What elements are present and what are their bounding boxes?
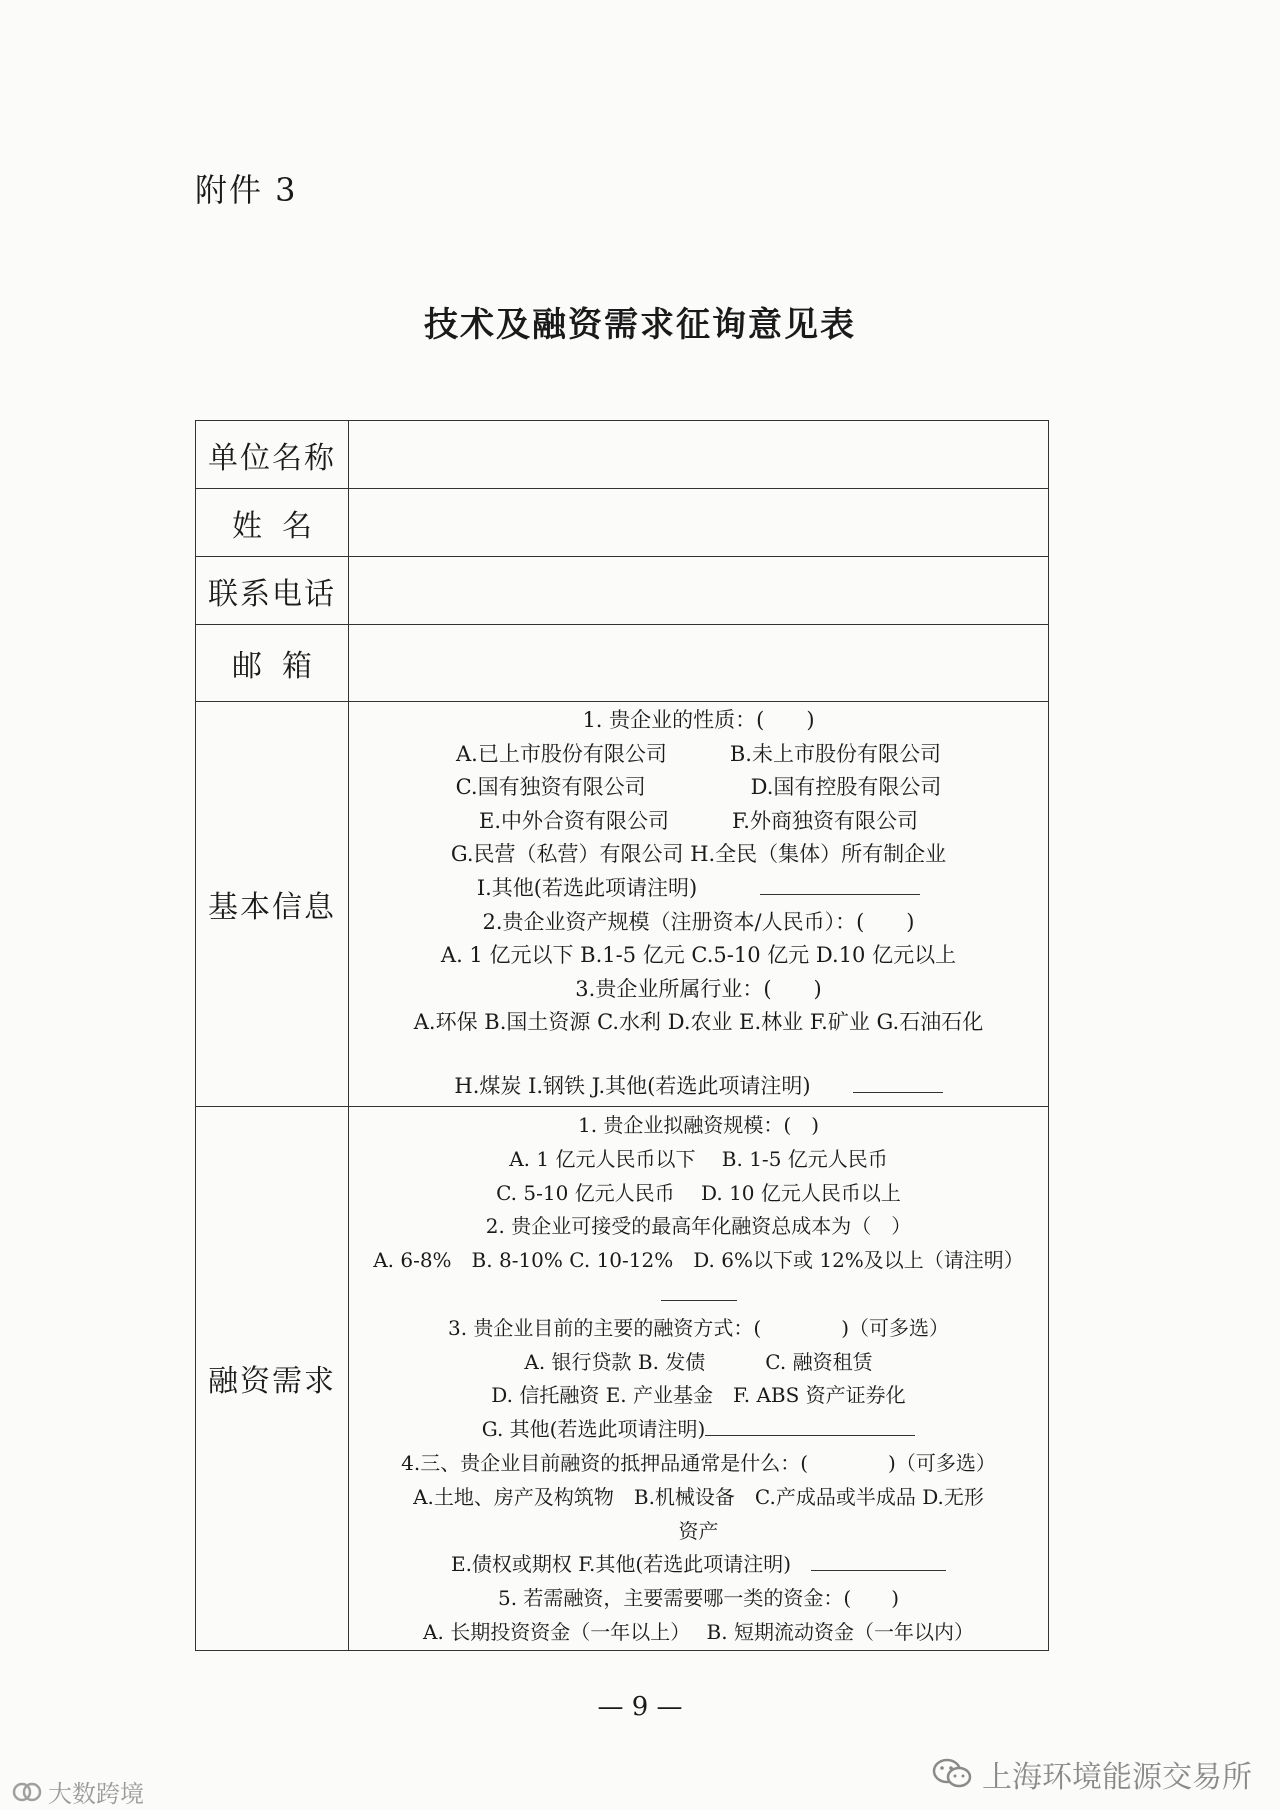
basic-info-label: 基本信息	[196, 702, 349, 1107]
basic-info-line: 1. 贵企业的性质：( )	[582, 708, 815, 732]
watermark-left	[12, 1774, 144, 1809]
attachment-label: 附件 3	[195, 171, 298, 209]
wechat-icon	[932, 1757, 972, 1791]
financing-line-with-blank	[357, 1548, 1040, 1582]
company-name-label: 单位名称	[196, 421, 349, 489]
basic-info-line: A.已上市股份有限公司 B.未上市股份有限公司	[456, 741, 941, 766]
watermark-right	[932, 1752, 1252, 1796]
basic-info-line-with-blank	[357, 872, 1040, 906]
other-method-text: G. 其他(若选此项请注明)	[481, 1417, 706, 1442]
basic-info-line: A. 1 亿元以下 B.1-5 亿元 C.5-10 亿元 D.10 亿元以上	[440, 943, 957, 968]
financing-line-with-blank	[357, 1413, 1040, 1447]
basic-info-line-with-blank	[357, 1070, 1040, 1104]
financing-line: 4.三、贵企业目前融资的抵押品通常是什么：( )（可多选）	[401, 1450, 996, 1475]
other-collateral-text: E.债权或期权 F.其他(若选此项请注明)	[450, 1552, 792, 1577]
name-field[interactable]	[349, 489, 1049, 557]
row-financing	[196, 1107, 1049, 1651]
financing-line: 2. 贵企业可接受的最高年化融资总成本为（ ）	[485, 1214, 912, 1239]
page-number: — 9 —	[597, 1692, 683, 1722]
cost-note-blank[interactable]	[661, 1278, 737, 1301]
financing-content	[349, 1107, 1049, 1651]
email-field[interactable]	[349, 625, 1049, 702]
basic-info-line: 3.贵企业所属行业：( )	[575, 976, 822, 1001]
basic-info-line: A.环保 B.国土资源 C.水利 D.农业 E.林业 F.矿业 G.石油石化	[413, 1010, 984, 1035]
financing-line: 资产	[678, 1518, 719, 1543]
financing-line: A. 银行贷款 B. 发债 C. 融资租赁	[524, 1349, 873, 1374]
financing-line: C. 5-10 亿元人民币 D. 10 亿元人民币以上	[496, 1180, 901, 1205]
other-method-blank[interactable]	[705, 1413, 915, 1436]
email-label: 邮箱	[196, 625, 349, 702]
phone-field[interactable]	[349, 557, 1049, 625]
basic-info-line: E.中外合资有限公司 F.外商独资有限公司	[479, 808, 918, 833]
financing-line: 3. 贵企业目前的主要的融资方式：( )（可多选）	[447, 1315, 950, 1340]
financing-line: A. 1 亿元人民币以下 B. 1-5 亿元人民币	[509, 1146, 888, 1171]
basic-info-line: C.国有独资有限公司 D.国有控股有限公司	[455, 775, 942, 800]
financing-line: A. 6-8% B. 8-10% C. 10-12% D. 6%以下或 12%及以上（请注明）	[373, 1248, 1024, 1273]
other-industry-blank[interactable]	[853, 1070, 943, 1093]
other-industry-text: H.煤炭 I.钢铁 J.其他(若选此项请注明)	[454, 1073, 811, 1098]
financing-line: 5. 若需融资，主要需要哪一类的资金：( )	[497, 1586, 900, 1611]
row-basic-info	[196, 702, 1049, 1107]
document-title: 技术及融资需求征询意见表	[424, 305, 856, 345]
inquiry-form-table	[195, 420, 1049, 1651]
other-collateral-blank[interactable]	[811, 1548, 946, 1571]
cost-note-line	[357, 1278, 1040, 1312]
financing-line: A.土地、房产及构筑物 B.机械设备 C.产成品或半成品 D.无形	[413, 1484, 984, 1509]
spacer	[357, 1040, 1040, 1070]
row-phone	[196, 557, 1049, 625]
basic-info-line: G.民营（私营）有限公司 H.全民（集体）所有制企业	[450, 842, 947, 867]
financing-line: A. 长期投资资金（一年以上） B. 短期流动资金（一年以内）	[423, 1619, 974, 1644]
other-nature-blank[interactable]	[760, 872, 920, 895]
basic-info-content	[349, 702, 1049, 1107]
other-nature-text: I.其他(若选此项请注明)	[476, 875, 698, 900]
watermark-left-text: 大数跨境	[48, 1781, 144, 1808]
brand-logo-icon	[12, 1779, 42, 1805]
financing-line: D. 信托融资 E. 产业基金 F. ABS 资产证券化	[491, 1383, 906, 1408]
financing-label: 融资需求	[196, 1107, 349, 1651]
company-name-field[interactable]	[349, 421, 1049, 489]
basic-info-line: 2.贵企业资产规模（注册资本/人民币）：( )	[482, 909, 915, 934]
row-name	[196, 489, 1049, 557]
financing-line: 1. 贵企业拟融资规模：( )	[577, 1113, 820, 1137]
row-email	[196, 625, 1049, 702]
watermark-right-text: 上海环境能源交易所	[982, 1761, 1252, 1794]
phone-label: 联系电话	[196, 557, 349, 625]
row-company-name	[196, 421, 1049, 489]
name-label: 姓名	[196, 489, 349, 557]
